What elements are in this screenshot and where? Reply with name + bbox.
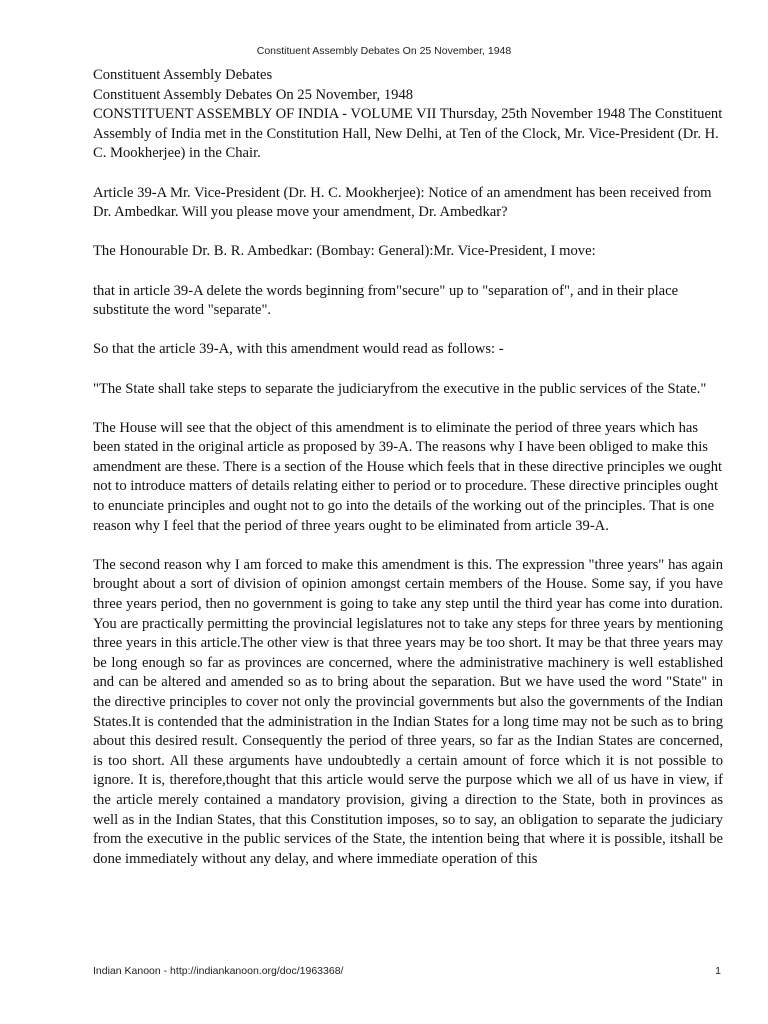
paragraph-so-that: So that the article 39-A, with this amendment would read as follows: - (93, 341, 504, 358)
paragraph-second-reason: The second reason why I am forced to make this amendment is this. The expression "three years" has again brought about a sort of division of opinion amongst certain members of the House. Some say, if you have three years period, then no government is going to take any step until the third year has come into duration. You are practically permitting the provincial legislatures not to take any steps for three years by mentioning three years in this article.The other view is that three years may be too short. It may be that three years may be long enough so far as provinces are concerned, where the administrative machinery is well established and can be altered and amended so as to bring about the separation. But we have used the word "State" in the directive principles to cover not only the provincial governments but also the governments of the Indian States.It is contended that the administration in the Indian States for a long time may not be such as to bring about this desired result. Consequently the period of three years, so far as the Indian States are concerned, is too short. All these arguments have undoubtedly a certain amount of force which it is not possible to ignore. It is, therefore,thought that this article would serve the purpose which we all of us have in view, if the article merely contained a mandatory provision, giving a direction to the State, both in provinces as well as in the Indian States, that this Constitution imposes, so to say, an obligation to separate the judiciary from the executive in the public services of the State, the intention being that where it is possible, itshall be done immediately without any delay, and where immediate operation of this (93, 556, 723, 867)
document-body (93, 66, 723, 889)
paragraph-ambedkar: The Honourable Dr. B. R. Ambedkar: (Bombay: General):Mr. Vice-President, I move: (93, 243, 596, 260)
doc-title: Constituent Assembly Debates (93, 67, 273, 83)
paragraph-house: The House will see that the object of this amendment is to eliminate the period of three years which has been stated in the original article as proposed by 39-A. The reasons why I have been obliged to make this amendment are these. There is a section of the House which feels that in these directive principles we ought not to introduce matters of details relating either to period or to procedure. These directive principles ought to enunciate principles and ought not to go into the details of the working out of the principles. That is one reason why I feel that the period of three years ought to be eliminated from article 39-A. (93, 419, 723, 534)
running-footer (93, 965, 723, 977)
footer-source-link: Indian Kanoon - http://indiankanoon.org/doc/1963368/ (93, 965, 344, 977)
page-number: 1 (715, 965, 721, 977)
running-header: Constituent Assembly Debates On 25 November, 1948 (256, 45, 512, 57)
doc-subtitle: Constituent Assembly Debates On 25 November, 1948 (93, 86, 414, 103)
paragraph-intro: CONSTITUENT ASSEMBLY OF INDIA - VOLUME VII Thursday, 25th November 1948 The Constituent Assembly of India met in the Constitution Hall, New Delhi, at Ten of the Clock, Mr. Vice-President (Dr. H. C. Mookherjee) in the Chair. (93, 106, 723, 162)
paragraph-article: Article 39-A Mr. Vice-President (Dr. H. C. Mookherjee): Notice of an amendment has been received from Dr. Ambedkar. Will you please move your amendment, Dr. Ambedkar? (93, 184, 712, 221)
paragraph-amendment: that in article 39-A delete the words beginning from"secure" up to "separation of", and in their place substitute the word "separate". (93, 282, 679, 319)
paragraph-quote: "The State shall take steps to separate the judiciaryfrom the executive in the public services of the State." (93, 380, 707, 397)
